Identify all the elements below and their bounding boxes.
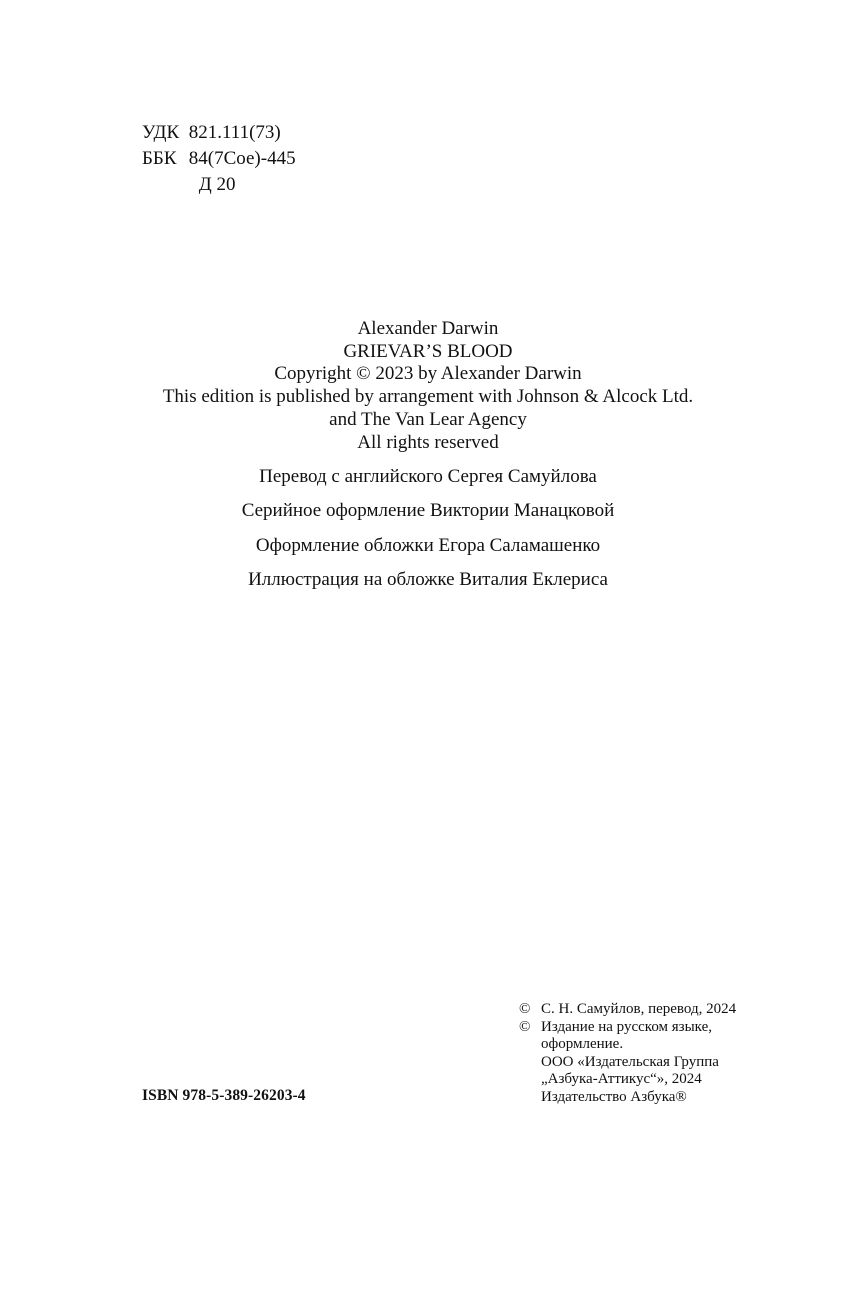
copyright-symbol: © — [519, 1001, 531, 1017]
copyright-translation: С. Н. Самуйлов, перевод, 2024 — [541, 1001, 737, 1017]
original-copyright: Copyright © 2023 by Alexander Darwin — [274, 363, 582, 385]
people-credits — [0, 466, 856, 591]
copyright-row-translation — [519, 1001, 736, 1019]
translator-credit: Перевод с английского Сергея Самуйлова — [259, 466, 597, 488]
cover-design-credit: Оформление обложки Егора Саламашенко — [255, 534, 601, 556]
isbn: ISBN 978-5-389-26203-4 — [142, 1087, 306, 1104]
rights-reserved: All rights reserved — [357, 431, 499, 453]
publisher-imprint: Издательство Азбука® — [541, 1088, 687, 1105]
copyright-block — [519, 1001, 736, 1107]
arrangement-line-2: and The Van Lear Agency — [329, 408, 527, 430]
cover-illustration-credit: Иллюстрация на обложке Виталия Еклериса — [248, 568, 608, 590]
copyright-edition: Издание на русском языке, — [541, 1018, 712, 1035]
classification-block — [142, 120, 296, 198]
copyright-design: оформление. — [541, 1036, 624, 1053]
publisher-group: ООО «Издательская Группа — [541, 1053, 719, 1070]
bbk-value: 84(7Сое)-445 — [188, 148, 296, 169]
copyright-symbol: © — [519, 1018, 531, 1035]
arrangement-line-1: This edition is published by arrangement with Johnson & Alcock Ltd. — [162, 386, 694, 408]
original-title: GRIEVAR’S BLOOD — [343, 340, 513, 362]
udk-label: УДК — [142, 122, 180, 143]
author-mark-row — [142, 172, 296, 198]
series-design-credit: Серийное оформление Виктории Манацковой — [241, 500, 615, 522]
udk-row — [142, 120, 296, 146]
credits-block — [0, 318, 856, 603]
original-author: Alexander Darwin — [357, 318, 499, 339]
publisher-group-name: „Азбука-Аттикус“», 2024 — [541, 1071, 702, 1088]
author-mark: Д 20 — [198, 174, 236, 195]
udk-value: 821.111(73) — [188, 122, 281, 143]
copyright-row-edition — [519, 1019, 736, 1037]
bbk-label: ББК — [142, 148, 177, 169]
bbk-row — [142, 146, 296, 172]
